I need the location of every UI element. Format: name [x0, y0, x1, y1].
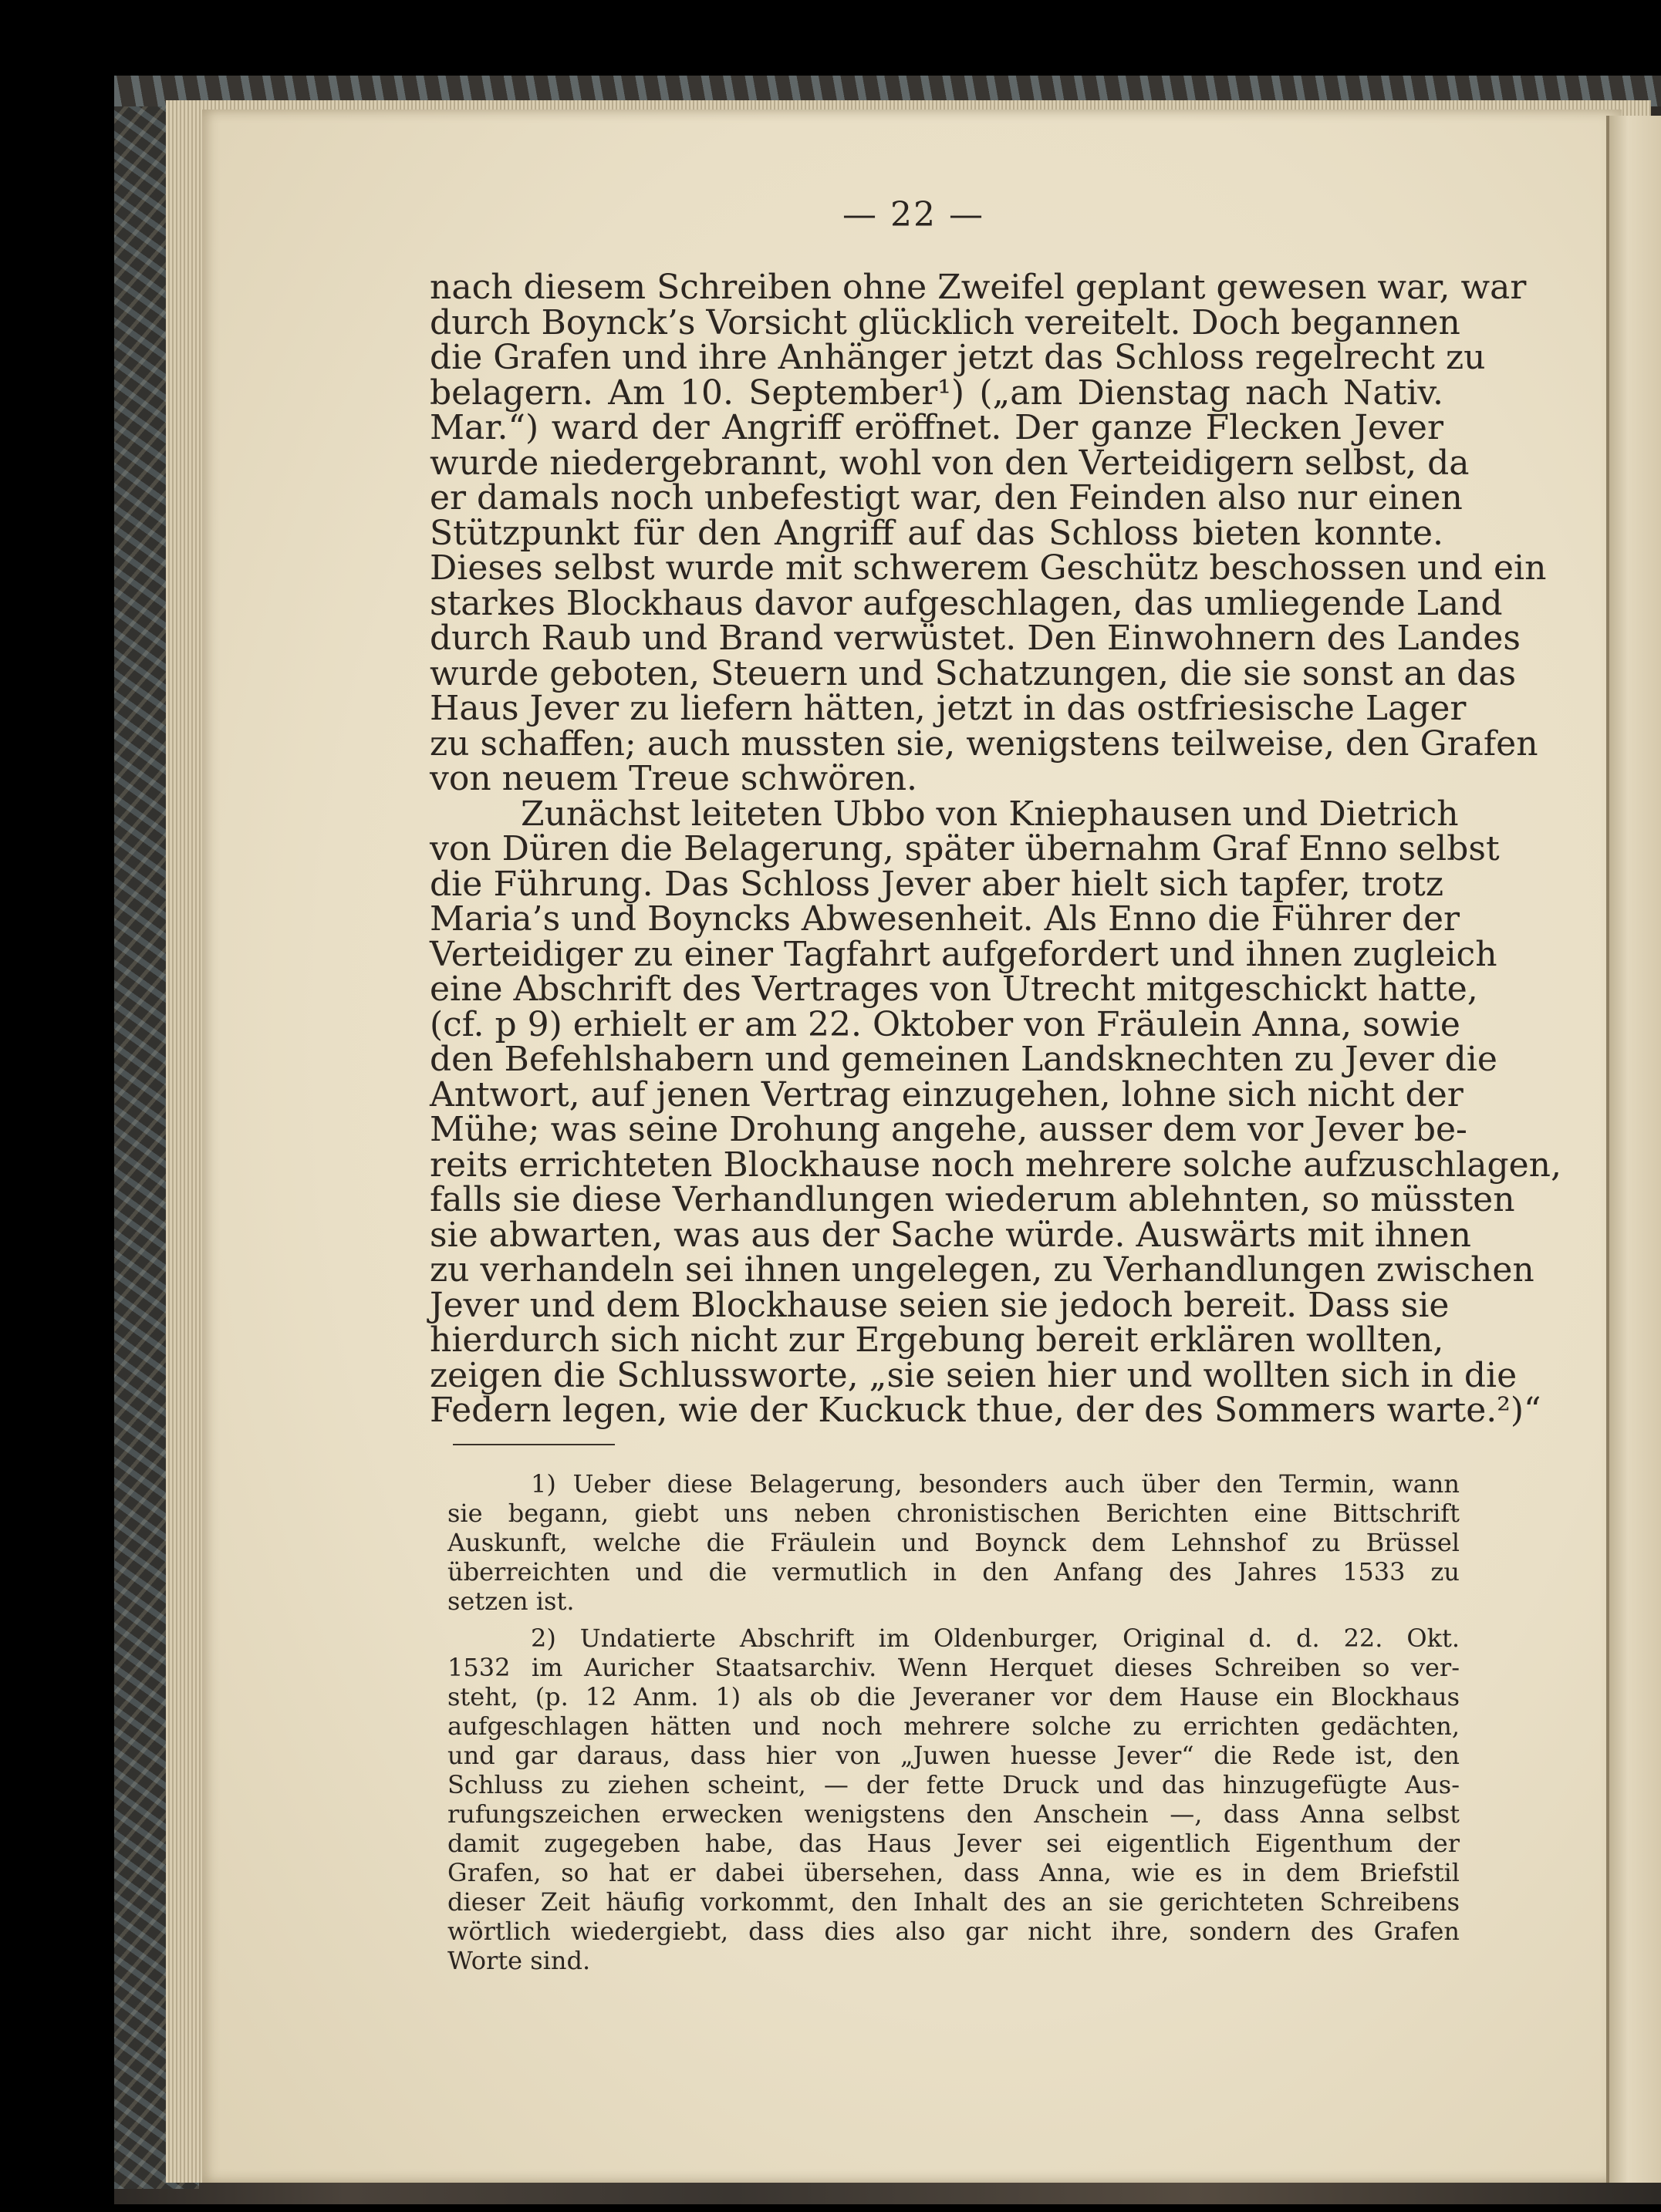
footnote-line: wörtlich wiedergiebt, dass dies also gar nicht ihre, sondern des Grafen: [447, 1917, 1460, 1946]
body-line: falls sie diese Verhandlungen wiederum ablehnten, so müssten: [430, 1180, 1515, 1219]
footnote-line: Auskunft, welche die Fräulein und Boynck dem Lehnshof zu Brüssel: [447, 1528, 1460, 1557]
body-line: Stützpunkt für den Angriff auf das Schloss bieten konnte.: [430, 513, 1443, 553]
footnote-line: setzen ist.: [447, 1587, 575, 1616]
gutter: [1606, 116, 1609, 2183]
body-line: eine Abschrift des Vertrages von Utrecht mitgeschickt hatte,: [430, 969, 1478, 1009]
footnote-line: 1) Ueber diese Belagerung, besonders auch über den Termin, wann: [531, 1469, 1460, 1499]
footnote-line: Schluss zu ziehen scheint, — der fette Druck und das hinzugefügte Aus-: [447, 1770, 1460, 1799]
page-number: — 22 —: [842, 195, 984, 234]
body-line: nach diesem Schreiben ohne Zweifel geplant gewesen war, war: [430, 268, 1527, 307]
body-line: (cf. p 9) erhielt er am 22. Oktober von Fräulein Anna, sowie: [430, 1004, 1460, 1044]
body-line: Jever und dem Blockhause seien sie jedoch bereit. Dass sie: [430, 1285, 1450, 1325]
body-line: die Grafen und ihre Anhänger jetzt das Schloss regelrecht zu: [430, 338, 1486, 377]
body-line: durch Boynck’s Vorsicht glücklich vereitelt. Doch begannen: [430, 302, 1460, 342]
footnote-line: damit zugegeben habe, das Haus Jever sei eigentlich Eigenthum der: [447, 1829, 1460, 1858]
footnote-line: Worte sind.: [447, 1946, 591, 1975]
footnote-line: sie begann, giebt uns neben chronistischen Berichten eine Bittschrift: [447, 1499, 1460, 1528]
body-text: [430, 268, 1561, 1430]
body-line: Haus Jever zu liefern hätten, jetzt in das ostfriesische Lager: [430, 689, 1467, 728]
body-line: starkes Blockhaus davor aufgeschlagen, das umliegende Land: [430, 583, 1503, 623]
body-line: durch Raub und Brand verwüstet. Den Einwohnern des Landes: [430, 619, 1521, 658]
body-line: Dieses selbst wurde mit schwerem Geschütz beschossen und ein: [430, 548, 1547, 588]
body-line: wurde geboten, Steuern und Schatzungen, die sie sonst an das: [430, 653, 1517, 693]
footnote-line: überreichten und die vermutlich in den Anfang des Jahres 1533 zu: [447, 1557, 1460, 1587]
footnote-line: und gar daraus, dass hier von „Juwen huesse Jever“ die Rede ist, den: [447, 1741, 1460, 1770]
footnote-line: 1532 im Auricher Staatsarchiv. Wenn Herquet dieses Schreiben so ver-: [447, 1653, 1460, 1682]
footnote-line: steht, (p. 12 Anm. 1) als ob die Jeveraner vor dem Hause ein Blockhaus: [447, 1682, 1460, 1711]
body-line: Zunächst leiteten Ubbo von Kniephausen und Dietrich: [521, 794, 1459, 834]
body-line: wurde niedergebrannt, wohl von den Verteidigern selbst, da: [430, 443, 1470, 483]
body-line: zu schaffen; auch mussten sie, wenigstens teilweise, den Grafen: [430, 723, 1538, 764]
body-line: Antwort, auf jenen Vertrag einzugehen, lohne sich nicht der: [430, 1074, 1464, 1114]
body-line: Maria’s und Boyncks Abwesenheit. Als Enno die Führer der: [430, 899, 1460, 939]
footnote-separator: [453, 1444, 615, 1445]
footnote-line: rufungszeichen erwecken wenigstens den Anschein —, dass Anna selbst: [447, 1799, 1460, 1829]
body-line: sie abwarten, was aus der Sache würde. Auswärts mit ihnen: [430, 1215, 1471, 1255]
body-line: Mar.“) ward der Angriff eröffnet. Der ganze Flecken Jever: [430, 408, 1443, 447]
body-line: von Düren die Belagerung, später übernahm Graf Enno selbst: [430, 829, 1500, 868]
body-line: Federn legen, wie der Kuckuck thue, der des Sommers warte.²)“: [430, 1391, 1541, 1430]
facing-page-edge: [1606, 116, 1661, 2183]
body-line: reits errichteten Blockhause noch mehrere solche aufzuschlagen,: [430, 1145, 1561, 1185]
body-line: Verteidiger zu einer Tagfahrt aufgefordert und ihnen zugleich: [430, 934, 1497, 974]
body-line: zu verhandeln sei ihnen ungelegen, zu Verhandlungen zwischen: [430, 1250, 1534, 1290]
body-line: hierdurch sich nicht zur Ergebung bereit erklären wollten,: [430, 1320, 1444, 1360]
body-line: zeigen die Schlussworte, „sie seien hier und wollten sich in die: [430, 1355, 1518, 1395]
footnote-gap: [447, 1616, 1460, 1624]
footnote-line: 2) Undatierte Abschrift im Oldenburger, Original d. d. 22. Okt.: [531, 1624, 1460, 1653]
footnote-line: dieser Zeit häufig vorkommt, den Inhalt des an sie gerichteten Schreibens: [447, 1887, 1460, 1917]
footnote-line: Grafen, so hat er dabei übersehen, dass Anna, wie es in dem Briefstil: [447, 1858, 1460, 1887]
body-line: die Führung. Das Schloss Jever aber hielt sich tapfer, trotz: [430, 864, 1443, 904]
body-line: Mühe; was seine Drohung angehe, ausser dem vor Jever be-: [430, 1110, 1467, 1149]
body-line: belagern. Am 10. September¹) („am Dienstag nach Nativ.: [430, 373, 1443, 413]
body-line: er damals noch unbefestigt war, den Feinden also nur einen: [430, 478, 1463, 518]
body-line: den Befehlshabern und gemeinen Landsknechten zu Jever die: [430, 1040, 1497, 1079]
body-line: von neuem Treue schwören.: [430, 759, 918, 798]
footnotes: [447, 1469, 1460, 1975]
footnote-line: aufgeschlagen hätten und noch mehrere solche zu errichten gedächten,: [447, 1711, 1460, 1741]
